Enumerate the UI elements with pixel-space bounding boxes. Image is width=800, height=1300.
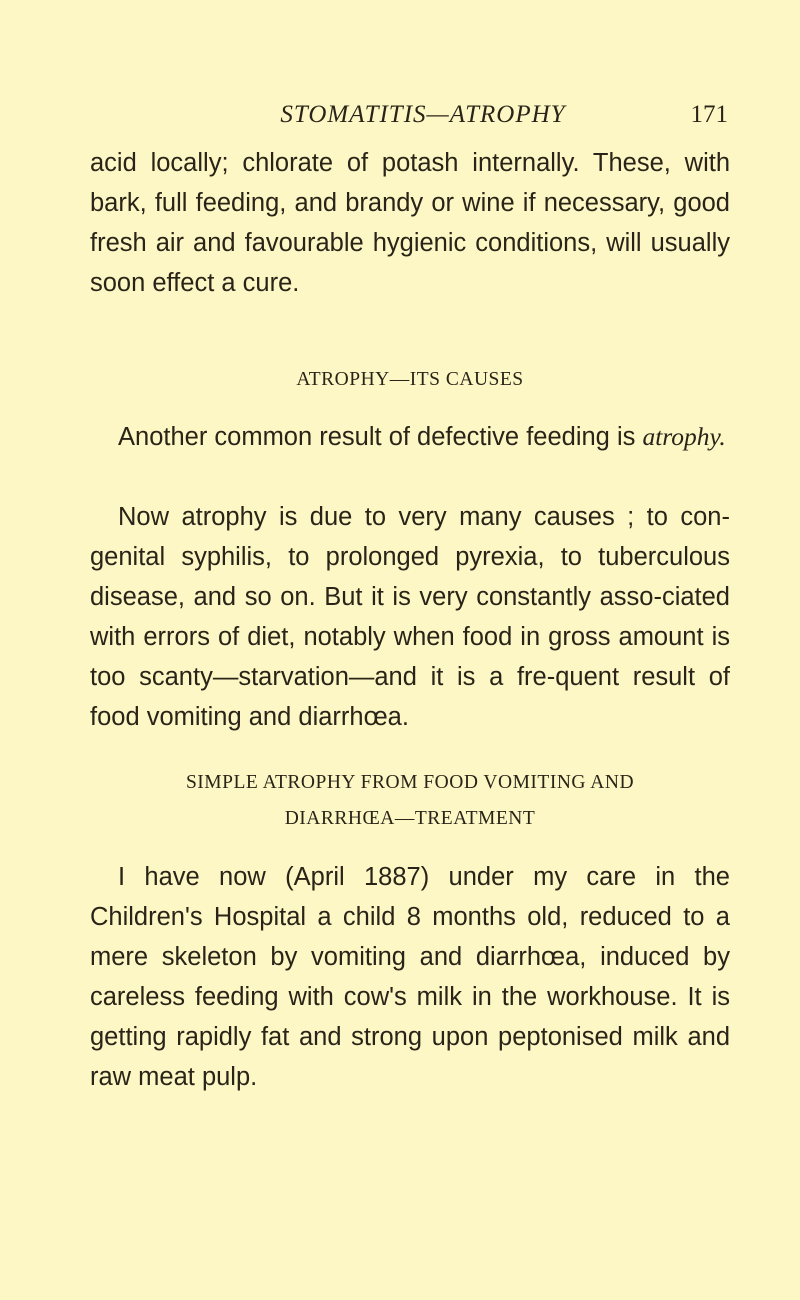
paragraph-atrophy-intro-text: Another common result of defective feeding is bbox=[118, 423, 636, 451]
running-header bbox=[118, 101, 728, 135]
paragraph-case-report: I have now (April 1887) under my care in the Children's Hospital a child 8 months old, reduced to a mere skeleton by vomiting and diarrhœa, induced by careless feeding with cow's milk in the workhouse. It is getting rapidly fat and strong upon peptonised milk and raw meat pulp. bbox=[90, 863, 730, 1091]
section-heading-line-1: SIMPLE ATROPHY FROM FOOD VOMITING AND bbox=[185, 772, 635, 793]
section-heading-line-2: DIARRHŒA—TREATMENT bbox=[284, 808, 536, 829]
running-title: STOMATITIS—ATROPHY bbox=[280, 101, 566, 128]
paragraph-treatment-end: acid locally; chlorate of potash internally. These, with bark, full feeding, and brandy or wine if necessary, good fresh air and favourable hygienic conditions, will usually soon effect a cure. bbox=[90, 149, 730, 297]
paragraph-atrophy-intro bbox=[90, 417, 730, 457]
section-heading-simple-atrophy bbox=[90, 765, 730, 837]
italic-term-atrophy: atrophy. bbox=[642, 422, 726, 451]
section-heading-atrophy-causes: ATROPHY—ITS CAUSES bbox=[296, 369, 524, 390]
paragraph-atrophy-causes: Now atrophy is due to very many causes ; to con-genital syphilis, to prolonged pyrexia, to tuberculous disease, and so on. But it is very constantly asso-ciated with errors of diet, notably when food in gross amount is too scanty—starvation—and it is a fre-quent result of food vomiting and diarrhœa. bbox=[90, 503, 730, 731]
page-number: 171 bbox=[690, 101, 728, 128]
